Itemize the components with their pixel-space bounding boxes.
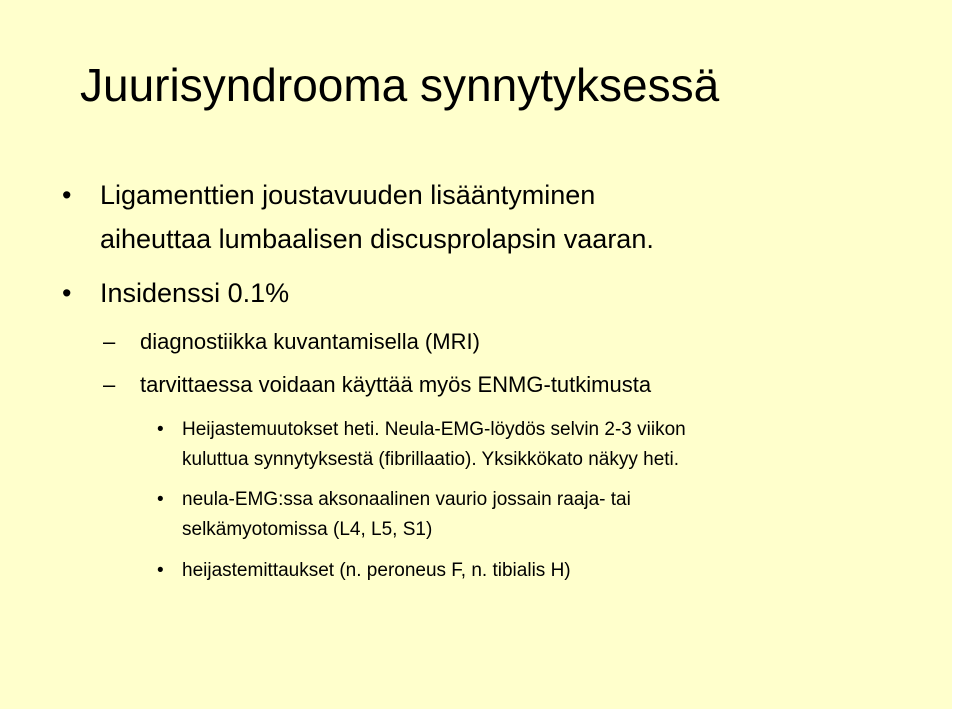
detail-text-line: selkämyotomissa (L4, L5, S1) [182, 519, 433, 540]
slide-title: Juurisyndrooma synnytyksessä [80, 59, 720, 111]
detail-text-line: heijastemittaukset (n. peroneus F, n. tibialis H) [182, 560, 571, 581]
bullet-icon: • [62, 180, 72, 210]
bullet-icon: • [157, 489, 164, 510]
bullet-text-line: aiheuttaa lumbaalisen discusprolapsin vaaran. [100, 224, 654, 254]
subpoint-text: tarvittaessa voidaan käyttää myös ENMG-tutkimusta [140, 372, 652, 397]
subpoint-text: diagnostiikka kuvantamisella (MRI) [140, 329, 480, 354]
bullet-icon: • [62, 278, 72, 308]
bullet-icon: • [157, 419, 164, 440]
dash-icon: – [103, 372, 116, 397]
detail-text-line: Heijastemuutokset heti. Neula-EMG-löydös selvin 2-3 viikon [182, 419, 686, 440]
bullet-text: Insidenssi 0.1% [100, 278, 290, 308]
dash-icon: – [103, 329, 116, 354]
detail-text-line: neula-EMG:ssa aksonaalinen vaurio jossain raaja- tai [182, 489, 631, 510]
bullet-icon: • [157, 560, 164, 581]
bullet-text-line: Ligamenttien joustavuuden lisääntyminen [100, 180, 596, 210]
detail-text-line: kuluttua synnytyksestä (fibrillaatio). Yksikkökato näkyy heti. [182, 449, 680, 470]
